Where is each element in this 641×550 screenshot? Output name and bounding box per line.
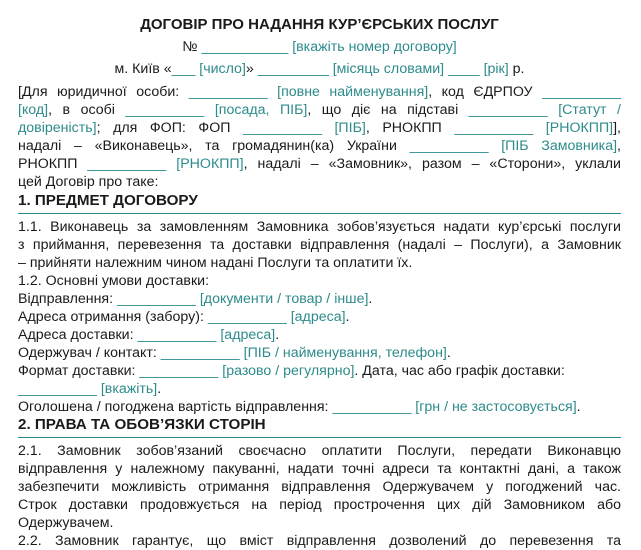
item-blank: __________ xyxy=(137,327,217,343)
item-placeholder: [адреса] xyxy=(290,309,346,325)
item-placeholder: [разово / регулярно] xyxy=(222,363,355,379)
item-placeholder: [ПІБ / найменування, телефон] xyxy=(243,345,447,361)
name-placeholder: [повне найменування] xyxy=(277,84,429,100)
item-delivery-address xyxy=(18,326,621,344)
p-2-1-line-1: 2.1. Замовник зобов’язаний своєчасно оплатити Послуги, передати Виконавцю xyxy=(18,443,621,459)
p-2-1-line-4: Строк доставки продовжується на період прострочення цих дій Замовником або xyxy=(18,497,621,513)
item-declared-value xyxy=(18,398,621,416)
section-1-rule xyxy=(18,213,621,214)
item-placeholder: [документи / товар / інше] xyxy=(199,291,369,307)
code-blank: __________ xyxy=(542,84,621,100)
city-date-line xyxy=(18,60,621,78)
section-2-rule xyxy=(18,437,621,438)
fop-placeholder: [ПІБ] xyxy=(334,120,366,136)
section-2-heading: 2. ПРАВА ТА ОБОВ’ЯЗКИ СТОРІН xyxy=(18,416,266,433)
preamble-line-2 xyxy=(18,101,621,119)
item-end: . Дата, час або графік доставки: xyxy=(354,363,565,379)
preamble-line-6: цей Договір про таке: xyxy=(18,174,159,190)
item-placeholder: [вкажіть] xyxy=(100,381,158,397)
preamble-text: , в особі xyxy=(48,102,126,118)
year-placeholder: [рік] xyxy=(483,61,509,77)
day-blank: ___ xyxy=(171,61,196,77)
section-1-heading: 1. ПРЕДМЕТ ДОГОВОРУ xyxy=(18,192,198,209)
number-sign: № xyxy=(182,39,198,55)
position-blank: __________ xyxy=(125,102,205,118)
item-end: . xyxy=(576,399,581,415)
number-blank: ___________ xyxy=(201,39,289,55)
item-end: . xyxy=(368,291,373,307)
name-blank: __________ xyxy=(188,84,268,100)
item-label: Відправлення: xyxy=(18,291,117,307)
item-delivery-format xyxy=(18,362,621,380)
basis-blank: __________ xyxy=(468,102,548,118)
contract-number-line xyxy=(18,38,621,56)
item-pickup-address xyxy=(18,308,621,326)
item-label: Формат доставки: xyxy=(18,363,140,379)
month-placeholder: [місяць словами] xyxy=(332,61,445,77)
preamble-text: ], xyxy=(613,120,621,136)
fop-blank: __________ xyxy=(243,120,322,136)
item-end: . xyxy=(275,327,280,343)
item-blank: __________ xyxy=(139,363,219,379)
p-2-1-line-5: Одержувачем. xyxy=(18,515,114,531)
p-1-1-line-3: – прийняти належним чином надані Послуги та оплатити їх. xyxy=(18,255,413,271)
basis-placeholder: [Статут / xyxy=(558,102,621,118)
item-placeholder: [адреса] xyxy=(220,327,276,343)
preamble-text: ; для ФОП: ФОП xyxy=(96,120,243,136)
item-blank: __________ xyxy=(116,291,196,307)
month-blank: _________ xyxy=(257,61,329,77)
item-blank: __________ xyxy=(160,345,240,361)
item-blank: __________ xyxy=(18,381,97,397)
item-label: Адреса доставки: xyxy=(18,327,138,343)
item-end: . xyxy=(345,309,350,325)
year-suffix: р. xyxy=(508,61,525,77)
city-text: м. Київ « xyxy=(114,61,172,77)
item-end: . xyxy=(446,345,451,361)
item-delivery-date xyxy=(18,380,621,398)
customer-placeholder: [ПІБ Замовника] xyxy=(501,138,618,154)
customer-rnokpp-placeholder: [РНОКПП] xyxy=(176,156,244,172)
day-placeholder: [число] xyxy=(199,61,246,77)
customer-blank: __________ xyxy=(409,138,489,154)
code-placeholder: [код] xyxy=(18,102,49,118)
preamble-text: РНОКПП xyxy=(18,156,88,172)
item-blank: __________ xyxy=(332,399,412,415)
item-label: Адреса отримання (забору): xyxy=(18,309,208,325)
item-recipient xyxy=(18,344,621,362)
preamble-line-4 xyxy=(18,137,621,155)
item-shipment xyxy=(18,290,621,308)
rnokpp-blank: __________ xyxy=(454,120,534,136)
item-label: Оголошена / погоджена вартість відправлення: xyxy=(18,399,333,415)
p-2-2-line-1: 2.2. Замовник гарантує, що вміст відправлення дозволений до перевезення та xyxy=(18,533,621,549)
preamble-text: надалі – «Виконавець», та громадянин(ка) України xyxy=(18,138,410,154)
preamble-text: , код ЄДРПОУ xyxy=(428,84,543,100)
preamble-text: , надалі – «Замовник», разом – «Сторони», уклали xyxy=(243,156,621,172)
p-2-1-line-3: забезпечити можливість отримання відправлення Одержувачем у погоджений час. xyxy=(18,479,621,495)
quote-close: » xyxy=(245,61,258,77)
p-1-1-line-1: 1.1. Виконавець за замовленням Замовника зобов’язується надати кур’єрські послуги xyxy=(18,219,621,235)
document-title: ДОГОВІР ПРО НАДАННЯ КУР’ЄРСЬКИХ ПОСЛУГ xyxy=(140,16,499,33)
rnokpp-placeholder: [РНОКПП] xyxy=(545,120,614,136)
preamble-line-1 xyxy=(18,83,621,101)
preamble-line-3 xyxy=(18,119,621,137)
year-blank: ____ xyxy=(448,61,480,77)
p-1-1-line-2: з приймання, перевезення та доставки відправлення (надалі – Послуги), а Замовник xyxy=(18,237,621,253)
item-blank: __________ xyxy=(207,309,287,325)
preamble-line-5 xyxy=(18,155,621,173)
basis-placeholder-end: довіреність] xyxy=(18,120,97,136)
preamble-text: , xyxy=(617,138,621,154)
p-1-2: 1.2. Основні умови доставки: xyxy=(18,273,210,289)
item-end: . xyxy=(157,381,162,397)
customer-rnokpp-blank: __________ xyxy=(87,156,167,172)
position-placeholder: [посада, ПІБ] xyxy=(214,102,308,118)
preamble-text: , що діє на підставі xyxy=(307,102,469,118)
item-placeholder: [грн / не застосовується] xyxy=(415,399,577,415)
number-placeholder: [вкажіть номер договору] xyxy=(292,39,457,55)
preamble-text: , РНОКПП xyxy=(365,120,455,136)
item-label: Одержувач / контакт: xyxy=(18,345,161,361)
p-2-1-line-2: відправлення у належному пакуванні, надати точні адреси та контактні дані, а також xyxy=(18,461,621,477)
preamble-text: [Для юридичної особи: xyxy=(18,84,189,100)
